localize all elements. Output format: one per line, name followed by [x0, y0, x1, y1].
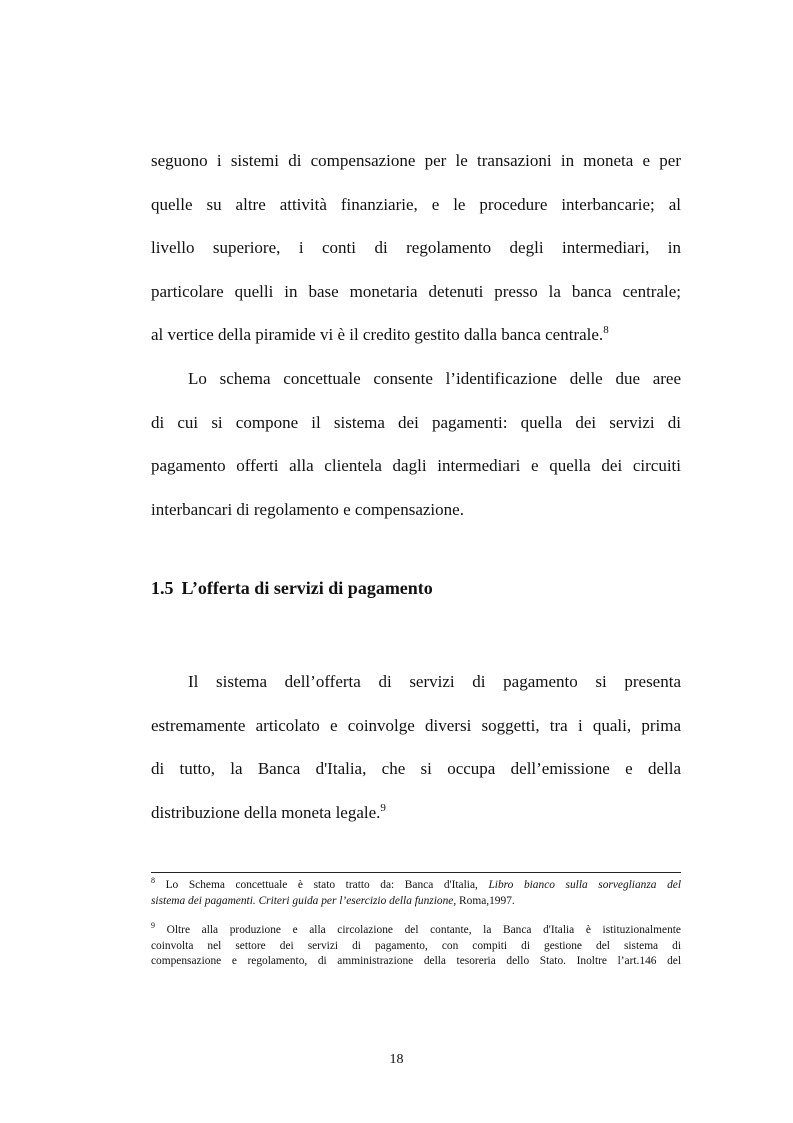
footnote-line: $^9$ Oltre alla produzione e alla circolazione del contante, la Banca d'Italia è istituzionalmente — [151, 921, 681, 936]
footnote-line: coinvolta nel settore dei servizi di pagamento, con compiti di gestione del sistema di — [151, 939, 681, 952]
section-number: 1.5 — [151, 578, 174, 598]
text-line: distribuzione della moneta legale.$^9$ — [151, 801, 386, 822]
footnote-line: compensazione e regolamento, di amministrazione della tesoreria dello Stato. Inoltre l’art.146 del — [151, 955, 681, 967]
text-line: di tutto, la Banca d'Italia, che si occupa dell’emissione e della — [151, 759, 681, 778]
text-line: di cui si compone il sistema dei pagamenti: quella dei servizi di — [151, 412, 681, 432]
paragraph-3 — [151, 660, 681, 834]
section-heading — [151, 578, 433, 599]
page-number: 18 — [389, 1052, 404, 1067]
footnote-line: sistema dei pagamenti. Criteri guida per l’esercizio della funzione, Roma,1997. — [151, 894, 515, 907]
paragraph-2 — [151, 357, 681, 531]
footnote-line: $^8$ Lo Schema concettuale è stato tratto da: Banca d'Italia, Libro bianco sulla sorveglianza del — [151, 876, 681, 891]
footnote-number: 9 — [151, 921, 155, 930]
footnote-8 — [151, 878, 681, 909]
text-line: quelle su altre attività finanziarie, e le procedure interbancarie; al — [151, 194, 681, 214]
text-line: al vertice della piramide vi è il credito gestito dalla banca centrale.$^8$ — [151, 324, 609, 344]
text-line: Il sistema dell’offerta di servizi di pagamento si presenta — [188, 672, 681, 691]
text-line: livello superiore, i conti di regolamento degli intermediari, in — [151, 238, 681, 257]
text-line: estremamente articolato e coinvolge diversi soggetti, tra i quali, prima — [151, 715, 681, 735]
text-line: Lo schema concettuale consente l’identificazione delle due aree — [188, 369, 681, 388]
footnote-ref-8[interactable]: 8 — [603, 324, 609, 336]
text-line: interbancari di regolamento e compensazione. — [151, 499, 464, 519]
footnote-9 — [151, 923, 681, 970]
footnote-separator — [151, 872, 681, 873]
section-title: L’offerta di servizi di pagamento — [181, 578, 433, 598]
footnote-ref-9[interactable]: 9 — [380, 801, 386, 814]
paragraph-1 — [151, 139, 681, 357]
text-line: pagamento offerti alla clientela dagli intermediari e quella dei circuiti — [151, 456, 681, 475]
footnote-number: 8 — [151, 876, 155, 885]
text-line: particolare quelli in base monetaria detenuti presso la banca centrale; — [151, 281, 681, 301]
text-line: seguono i sistemi di compensazione per le transazioni in moneta e per — [151, 151, 681, 170]
